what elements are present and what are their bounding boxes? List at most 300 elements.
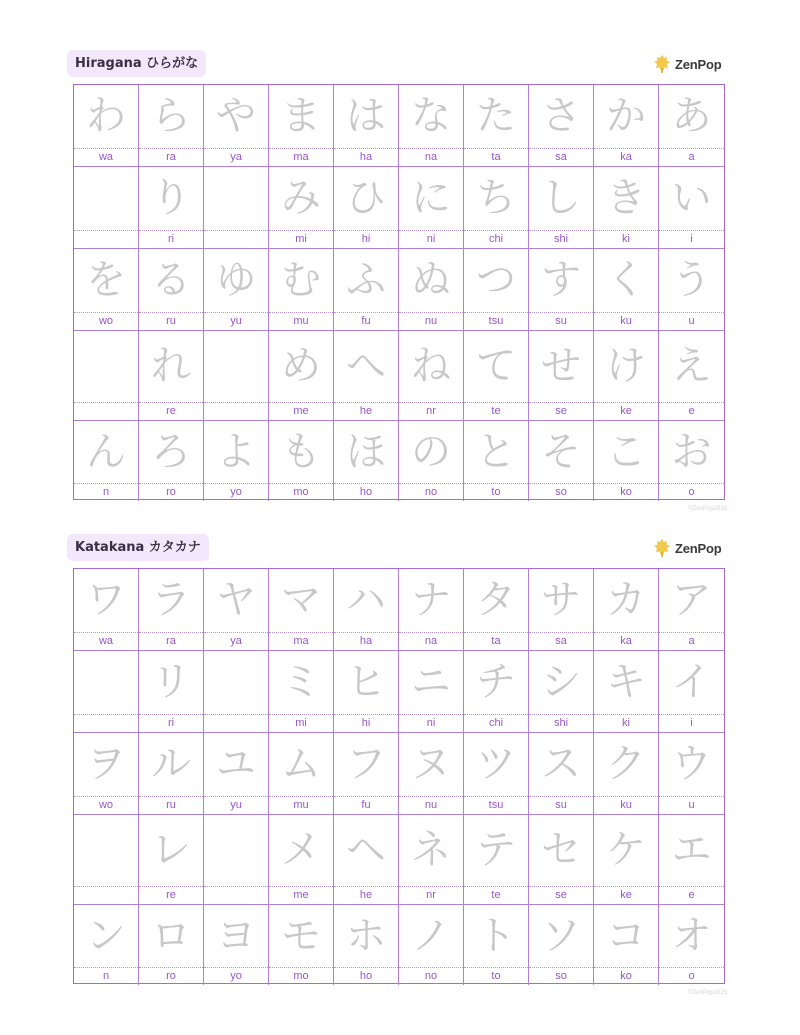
- dotted-divider: [594, 886, 658, 887]
- dotted-divider: [659, 230, 724, 231]
- dotted-divider: [139, 714, 203, 715]
- romaji-label: ki: [622, 717, 630, 729]
- kana-cell: [74, 331, 139, 421]
- kana-cell: [594, 331, 659, 421]
- kana-cell: [269, 85, 334, 167]
- kana-character: ノ: [411, 912, 451, 959]
- romaji-label: u: [688, 799, 695, 811]
- dotted-divider: [659, 402, 724, 403]
- kana-cell: [139, 815, 204, 905]
- romaji-label: n: [102, 486, 110, 498]
- kana-cell: [659, 421, 724, 501]
- romaji-label: ke: [620, 405, 632, 417]
- romaji-label: ri: [167, 233, 175, 245]
- kana-cell: [399, 569, 464, 651]
- kana-character: ヌ: [411, 741, 451, 787]
- kana-character: て: [476, 343, 516, 389]
- romaji-label: sa: [555, 151, 567, 163]
- kana-character: ク: [606, 741, 646, 787]
- kana-character: ん: [86, 428, 126, 475]
- dotted-divider: [334, 312, 398, 313]
- kana-character: に: [411, 175, 451, 221]
- kana-cell: [594, 85, 659, 167]
- dotted-divider: [529, 796, 593, 797]
- romaji-label: ke: [620, 889, 632, 901]
- kana-character: の: [411, 428, 451, 475]
- kana-cell: [659, 331, 724, 421]
- kana-character: ケ: [606, 827, 646, 873]
- dotted-divider: [139, 483, 203, 484]
- kana-cell: [464, 569, 529, 651]
- dotted-divider: [334, 886, 398, 887]
- kana-cell: [399, 651, 464, 733]
- romaji-label: ho: [359, 486, 373, 498]
- romaji-label: ro: [166, 970, 176, 982]
- kana-cell: [74, 905, 139, 985]
- dotted-divider: [139, 402, 203, 403]
- kana-character: ヤ: [216, 577, 256, 623]
- dotted-divider: [529, 886, 593, 887]
- kana-cell: [594, 167, 659, 249]
- dotted-divider: [659, 886, 724, 887]
- romaji-label: ri: [167, 717, 175, 729]
- romaji-label: u: [688, 315, 695, 327]
- dotted-divider: [594, 714, 658, 715]
- kana-character: ぬ: [411, 257, 451, 303]
- kana-character: ほ: [346, 428, 386, 475]
- dotted-divider: [269, 312, 333, 313]
- kana-character: む: [281, 257, 321, 303]
- kana-cell: [334, 651, 399, 733]
- dotted-divider: [139, 230, 203, 231]
- dotted-divider: [74, 230, 138, 231]
- dotted-divider: [529, 632, 593, 633]
- kana-character: マ: [281, 577, 321, 623]
- romaji-label: chi: [488, 233, 504, 245]
- kana-cell: [529, 733, 594, 815]
- dotted-divider: [594, 967, 658, 968]
- katakana-grid: [73, 568, 725, 984]
- kana-character: ふ: [346, 257, 386, 303]
- kana-character: た: [476, 93, 516, 139]
- kana-cell: [464, 249, 529, 331]
- kana-character: キ: [606, 659, 646, 705]
- dotted-divider: [204, 796, 268, 797]
- romaji-label: me: [293, 889, 309, 901]
- romaji-label: nu: [424, 315, 438, 327]
- kana-character: さ: [541, 93, 581, 139]
- dotted-divider: [594, 148, 658, 149]
- kana-cell: [204, 905, 269, 985]
- kana-character: サ: [541, 577, 581, 623]
- kana-character: ワ: [86, 577, 126, 623]
- hiragana-title: Hiragana ひらがな: [67, 50, 206, 77]
- romaji-label: nr: [426, 889, 436, 901]
- kana-character: は: [346, 93, 386, 139]
- dotted-divider: [204, 886, 268, 887]
- dotted-divider: [464, 886, 528, 887]
- romaji-label: mi: [295, 233, 307, 245]
- romaji-label: te: [491, 889, 501, 901]
- kana-character: ヒ: [346, 659, 386, 705]
- romaji-label: no: [424, 970, 438, 982]
- dotted-divider: [334, 148, 398, 149]
- romaji-label: su: [555, 315, 567, 327]
- dotted-divider: [204, 483, 268, 484]
- kana-cell: [269, 651, 334, 733]
- zenpop-logo-icon: [653, 538, 671, 558]
- kana-cell: [594, 651, 659, 733]
- kana-character: ス: [541, 741, 581, 787]
- romaji-label: o: [688, 486, 695, 498]
- kana-character: す: [541, 257, 581, 303]
- kana-cell: [659, 905, 724, 985]
- romaji-label: mi: [295, 717, 307, 729]
- kana-cell: [529, 815, 594, 905]
- romaji-label: a: [688, 151, 695, 163]
- romaji-label: he: [359, 405, 373, 417]
- kana-cell: [594, 733, 659, 815]
- kana-cell: [334, 733, 399, 815]
- romaji-label: so: [555, 486, 567, 498]
- kana-character: め: [281, 343, 321, 389]
- kana-cell: [204, 569, 269, 651]
- kana-character: チ: [476, 659, 516, 705]
- dotted-divider: [464, 230, 528, 231]
- kana-character: も: [281, 428, 321, 475]
- kana-character: う: [671, 257, 712, 303]
- kana-character: ラ: [151, 577, 191, 623]
- romaji-label: wo: [98, 799, 114, 811]
- kana-cell: [659, 85, 724, 167]
- kana-character: く: [606, 257, 646, 303]
- katakana-title: Katakana カタカナ: [67, 534, 209, 561]
- dotted-divider: [74, 886, 138, 887]
- kana-cell: [74, 421, 139, 501]
- dotted-divider: [74, 148, 138, 149]
- kana-cell: [269, 733, 334, 815]
- kana-character: き: [606, 175, 646, 221]
- kana-character: [74, 815, 138, 885]
- zenpop-logo-icon: [653, 54, 671, 74]
- dotted-divider: [529, 483, 593, 484]
- kana-character: ム: [281, 741, 321, 787]
- romaji-label: ni: [426, 717, 436, 729]
- dotted-divider: [399, 312, 463, 313]
- romaji-label: he: [359, 889, 373, 901]
- dotted-divider: [269, 886, 333, 887]
- kana-cell: [399, 167, 464, 249]
- dotted-divider: [74, 714, 138, 715]
- dotted-divider: [204, 402, 268, 403]
- kana-cell: [139, 85, 204, 167]
- dotted-divider: [594, 483, 658, 484]
- dotted-divider: [464, 632, 528, 633]
- kana-cell: [139, 421, 204, 501]
- kana-character: え: [671, 343, 712, 389]
- kana-cell: [269, 331, 334, 421]
- kana-cell: [269, 569, 334, 651]
- kana-cell: [659, 651, 724, 733]
- romaji-label: tsu: [488, 799, 504, 811]
- dotted-divider: [334, 402, 398, 403]
- romaji-label: ni: [426, 233, 436, 245]
- dotted-divider: [139, 967, 203, 968]
- kana-character: お: [671, 428, 712, 475]
- kana-cell: [139, 569, 204, 651]
- kana-cell: [399, 249, 464, 331]
- dotted-divider: [594, 230, 658, 231]
- romaji-label: e: [688, 405, 695, 417]
- kana-character: と: [476, 428, 516, 475]
- kana-character: フ: [346, 741, 386, 787]
- kana-cell: [74, 733, 139, 815]
- dotted-divider: [74, 796, 138, 797]
- kana-character: り: [151, 175, 191, 221]
- dotted-divider: [464, 714, 528, 715]
- dotted-divider: [269, 230, 333, 231]
- dotted-divider: [659, 312, 724, 313]
- katakana-copyright: ©ZenPop2025: [688, 990, 727, 996]
- kana-character: [74, 331, 138, 401]
- kana-cell: [529, 331, 594, 421]
- romaji-label: re: [166, 889, 176, 901]
- dotted-divider: [529, 230, 593, 231]
- kana-character: ユ: [216, 741, 256, 787]
- romaji-label: so: [555, 970, 567, 982]
- kana-character: れ: [151, 343, 191, 389]
- dotted-divider: [659, 967, 724, 968]
- romaji-label: ru: [166, 315, 176, 327]
- dotted-divider: [139, 148, 203, 149]
- kana-cell: [529, 167, 594, 249]
- dotted-divider: [204, 967, 268, 968]
- romaji-label: su: [555, 799, 567, 811]
- romaji-label: fu: [361, 799, 371, 811]
- romaji-label: ru: [166, 799, 176, 811]
- kana-cell: [529, 569, 594, 651]
- romaji-label: fu: [361, 315, 371, 327]
- kana-cell: [594, 421, 659, 501]
- kana-cell: [334, 421, 399, 501]
- dotted-divider: [399, 402, 463, 403]
- dotted-divider: [139, 886, 203, 887]
- dotted-divider: [74, 967, 138, 968]
- romaji-label: tsu: [488, 315, 504, 327]
- dotted-divider: [594, 312, 658, 313]
- romaji-label: hi: [361, 233, 371, 245]
- romaji-label: hi: [361, 717, 371, 729]
- kana-cell: [74, 569, 139, 651]
- dotted-divider: [334, 632, 398, 633]
- kana-character: ひ: [346, 175, 386, 221]
- kana-character: [74, 651, 138, 713]
- romaji-label: mu: [293, 315, 309, 327]
- kana-character: カ: [606, 577, 646, 623]
- romaji-label: ha: [359, 635, 373, 647]
- dotted-divider: [269, 632, 333, 633]
- kana-character: ナ: [411, 577, 451, 623]
- kana-character: へ: [346, 343, 386, 389]
- romaji-label: ko: [620, 970, 632, 982]
- kana-cell: [204, 421, 269, 501]
- romaji-label: ra: [166, 151, 176, 163]
- kana-cell: [659, 733, 724, 815]
- kana-cell: [74, 249, 139, 331]
- kana-character: か: [606, 93, 646, 139]
- kana-cell: [334, 569, 399, 651]
- kana-character: ネ: [411, 827, 451, 873]
- kana-cell: [659, 815, 724, 905]
- kana-cell: [399, 421, 464, 501]
- dotted-divider: [399, 230, 463, 231]
- kana-character: よ: [216, 428, 256, 475]
- kana-character: テ: [476, 827, 516, 873]
- kana-character: リ: [151, 659, 191, 705]
- romaji-label: me: [293, 405, 309, 417]
- kana-cell: [464, 85, 529, 167]
- romaji-label: shi: [553, 233, 569, 245]
- kana-cell: [74, 167, 139, 249]
- kana-character: [74, 167, 138, 229]
- kana-cell: [269, 815, 334, 905]
- dotted-divider: [334, 967, 398, 968]
- kana-character: [204, 815, 268, 885]
- kana-character: し: [541, 175, 581, 221]
- dotted-divider: [204, 148, 268, 149]
- kana-cell: [399, 331, 464, 421]
- romaji-label: mo: [293, 486, 309, 498]
- kana-cell: [594, 569, 659, 651]
- romaji-label: wo: [98, 315, 114, 327]
- kana-cell: [659, 569, 724, 651]
- romaji-label: ki: [622, 233, 630, 245]
- kana-character: わ: [86, 93, 126, 139]
- kana-character: る: [151, 257, 191, 303]
- romaji-label: re: [166, 405, 176, 417]
- dotted-divider: [74, 312, 138, 313]
- kana-cell: [529, 249, 594, 331]
- dotted-divider: [334, 796, 398, 797]
- romaji-label: ka: [620, 151, 632, 163]
- kana-character: ン: [86, 912, 126, 959]
- romaji-label: ho: [359, 970, 373, 982]
- kana-cell: [464, 905, 529, 985]
- kana-character: セ: [541, 827, 581, 873]
- romaji-label: ku: [620, 799, 632, 811]
- romaji-label: yo: [230, 970, 242, 982]
- dotted-divider: [204, 714, 268, 715]
- dotted-divider: [399, 886, 463, 887]
- kana-cell: [529, 421, 594, 501]
- kana-cell: [269, 905, 334, 985]
- kana-character: ら: [151, 93, 191, 139]
- kana-cell: [399, 85, 464, 167]
- romaji-label: ha: [359, 151, 373, 163]
- kana-cell: [269, 167, 334, 249]
- kana-cell: [659, 249, 724, 331]
- dotted-divider: [529, 402, 593, 403]
- kana-cell: [204, 651, 269, 733]
- hiragana-grid: [73, 84, 725, 500]
- romaji-label: ra: [166, 635, 176, 647]
- romaji-label: ta: [491, 151, 501, 163]
- kana-character: ア: [671, 577, 712, 623]
- dotted-divider: [204, 230, 268, 231]
- kana-character: シ: [541, 659, 581, 705]
- kana-cell: [139, 905, 204, 985]
- hiragana-copyright: ©ZenPop2025: [688, 506, 727, 512]
- kana-character: モ: [281, 912, 321, 959]
- romaji-label: o: [688, 970, 695, 982]
- kana-character: こ: [606, 428, 646, 475]
- kana-character: [204, 331, 268, 401]
- romaji-label: ko: [620, 486, 632, 498]
- kana-character: ね: [411, 343, 451, 389]
- kana-character: レ: [151, 827, 191, 873]
- kana-cell: [594, 815, 659, 905]
- kana-cell: [204, 733, 269, 815]
- romaji-label: ro: [166, 486, 176, 498]
- romaji-label: na: [424, 635, 438, 647]
- romaji-label: a: [688, 635, 695, 647]
- kana-character: あ: [671, 93, 712, 139]
- kana-cell: [139, 167, 204, 249]
- dotted-divider: [464, 312, 528, 313]
- romaji-label: i: [690, 233, 693, 245]
- romaji-label: e: [688, 889, 695, 901]
- dotted-divider: [529, 312, 593, 313]
- dotted-divider: [334, 714, 398, 715]
- romaji-label: ka: [620, 635, 632, 647]
- dotted-divider: [74, 632, 138, 633]
- kana-cell: [334, 331, 399, 421]
- kana-character: ツ: [476, 741, 516, 787]
- kana-cell: [659, 167, 724, 249]
- dotted-divider: [269, 714, 333, 715]
- kana-cell: [529, 651, 594, 733]
- dotted-divider: [139, 796, 203, 797]
- kana-character: イ: [671, 659, 712, 705]
- zenpop-logo: [653, 53, 721, 75]
- kana-cell: [594, 905, 659, 985]
- logo-text: ZenPop: [675, 56, 722, 72]
- dotted-divider: [529, 148, 593, 149]
- kana-character: ロ: [151, 912, 191, 959]
- kana-cell: [399, 733, 464, 815]
- kana-cell: [464, 651, 529, 733]
- dotted-divider: [659, 796, 724, 797]
- kana-character: や: [216, 93, 256, 139]
- kana-cell: [204, 85, 269, 167]
- kana-character: ル: [151, 741, 191, 787]
- dotted-divider: [399, 967, 463, 968]
- zenpop-logo: [653, 537, 721, 559]
- dotted-divider: [659, 483, 724, 484]
- dotted-divider: [139, 312, 203, 313]
- kana-character: メ: [281, 827, 321, 873]
- romaji-label: ku: [620, 315, 632, 327]
- dotted-divider: [464, 967, 528, 968]
- dotted-divider: [464, 483, 528, 484]
- dotted-divider: [269, 148, 333, 149]
- kana-cell: [139, 249, 204, 331]
- kana-character: コ: [606, 912, 646, 959]
- dotted-divider: [399, 483, 463, 484]
- dotted-divider: [659, 714, 724, 715]
- kana-cell: [74, 651, 139, 733]
- romaji-label: yu: [230, 799, 242, 811]
